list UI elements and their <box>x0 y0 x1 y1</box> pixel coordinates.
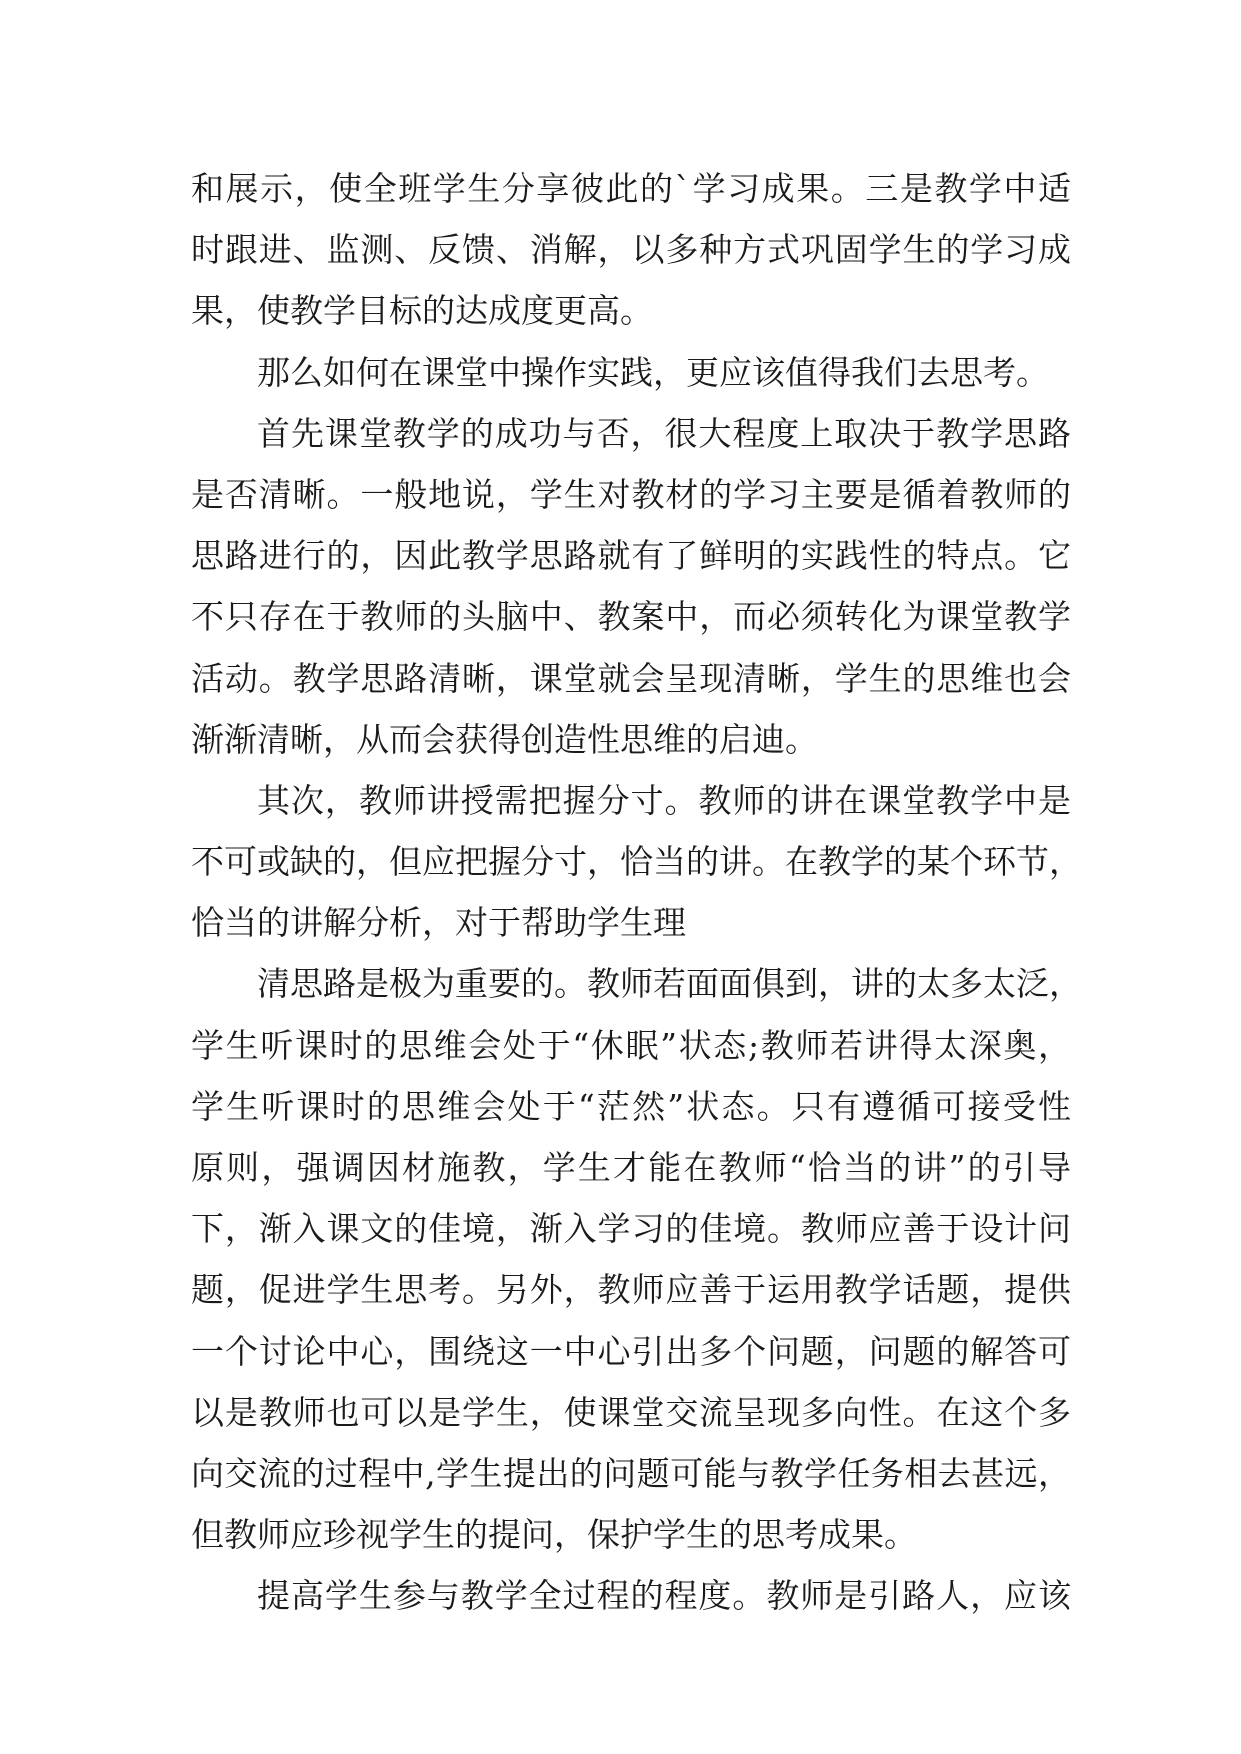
text-line: 和展示，使全班学生分享彼此的`学习成果。三是教学中适 <box>191 169 1071 208</box>
text-line: 是否清晰。一般地说，学生对教材的学习主要是循着教师的 <box>191 474 1071 514</box>
text-line: 清思路是极为重要的。教师若面面俱到，讲的太多太泛， <box>257 964 1082 1004</box>
text-line: 首先课堂教学的成功与否，很大程度上取决于教学思路 <box>257 413 1071 453</box>
text-line: 不只存在于教师的头脑中、教案中，而必须转化为课堂教学 <box>191 597 1071 637</box>
text-line: 学生听课时的思维会处于“休眠”状态;教师若讲得太深奥， <box>191 1025 1071 1065</box>
text-line: 恰当的讲解分析，对于帮助学生理 <box>191 903 686 943</box>
text-line: 提高学生参与教学全过程的程度。教师是引路人，应该 <box>257 1576 1071 1616</box>
text-line: 向交流的过程中,学生提出的问题可能与教学任务相去甚远， <box>191 1453 1071 1493</box>
text-line: 下，渐入课文的佳境，渐入学习的佳境。教师应善于设计问 <box>191 1209 1071 1249</box>
text-line: 渐渐清晰，从而会获得创造性思维的启迪。 <box>191 719 818 759</box>
text-line: 原则，强调因材施教，学生才能在教师“恰当的讲”的引导 <box>191 1148 1071 1187</box>
text-line: 题，促进学生思考。另外，教师应善于运用教学话题，提供 <box>191 1270 1071 1310</box>
text-line: 果，使教学目标的达成度更高。 <box>191 291 653 331</box>
text-line: 不可或缺的，但应把握分寸，恰当的讲。在教学的某个环节， <box>191 842 1082 882</box>
text-line: 一个讨论中心，围绕这一中心引出多个问题，问题的解答可 <box>191 1331 1071 1371</box>
text-line: 以是教师也可以是学生，使课堂交流呈现多向性。在这个多 <box>191 1392 1071 1432</box>
text-line: 其次，教师讲授需把握分寸。教师的讲在课堂教学中是 <box>257 780 1071 820</box>
text-line: 那么如何在课堂中操作实践，更应该值得我们去思考。 <box>257 352 1049 392</box>
text-line: 时跟进、监测、反馈、消解，以多种方式巩固学生的学习成 <box>191 230 1071 270</box>
text-line: 思路进行的，因此教学思路就有了鲜明的实践性的特点。它 <box>191 536 1071 576</box>
text-line: 学生听课时的思维会处于“茫然”状态。只有遵循可接受性 <box>191 1086 1071 1126</box>
text-line: 活动。教学思路清晰，课堂就会呈现清晰，学生的思维也会 <box>191 658 1071 698</box>
text-line: 但教师应珍视学生的提问，保护学生的思考成果。 <box>191 1515 917 1555</box>
document-body <box>191 158 1082 1627</box>
